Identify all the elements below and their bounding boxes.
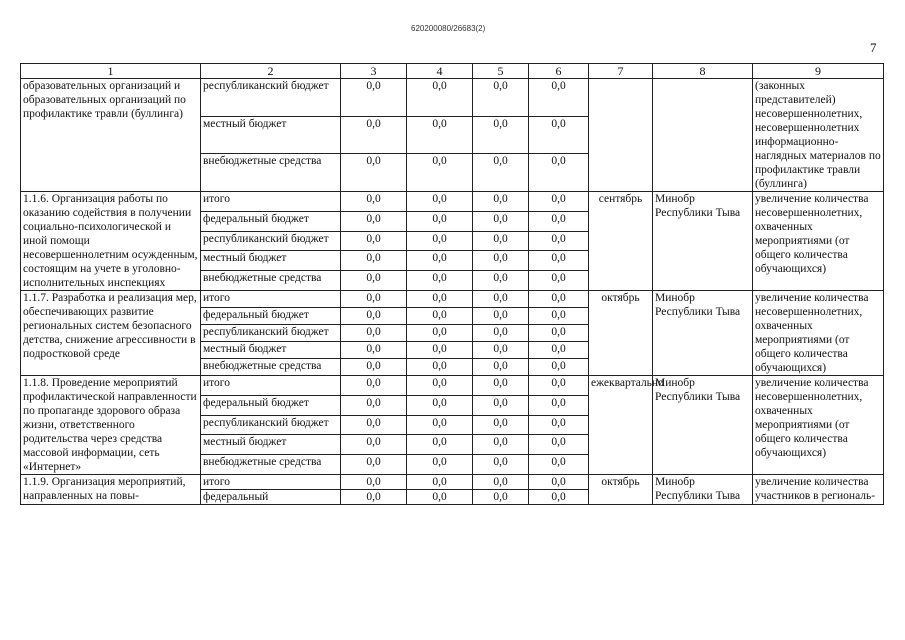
amount-cell: 0,0 xyxy=(407,490,473,505)
amount-cell: 0,0 xyxy=(473,376,529,396)
amount-cell: 0,0 xyxy=(473,251,529,271)
column-header: 3 xyxy=(341,64,407,79)
table-row xyxy=(21,79,884,117)
amount-cell: 0,0 xyxy=(473,154,529,192)
amount-cell: 0,0 xyxy=(529,435,589,455)
column-header: 7 xyxy=(589,64,653,79)
funding-source: местный бюджет xyxy=(201,116,341,154)
amount-cell: 0,0 xyxy=(407,251,473,271)
amount-cell: 0,0 xyxy=(341,231,407,251)
amount-cell: 0,0 xyxy=(473,359,529,376)
amount-cell: 0,0 xyxy=(529,359,589,376)
amount-cell: 0,0 xyxy=(529,325,589,342)
amount-cell: 0,0 xyxy=(341,154,407,192)
amount-cell: 0,0 xyxy=(341,395,407,415)
amount-cell: 0,0 xyxy=(407,359,473,376)
amount-cell: 0,0 xyxy=(407,325,473,342)
expected-result: увеличение количества несовершеннолетних, охваченных мероприятиями (от общего количества обучающихся) xyxy=(753,291,884,376)
amount-cell: 0,0 xyxy=(529,154,589,192)
measure-name: 1.1.6. Организация работы по оказанию содействия в получении социально-психологической и иной помощи несовершеннолетним осужденным, состоящим на учете в уголовно-исполнительных инспекциях xyxy=(21,192,201,291)
amount-cell: 0,0 xyxy=(407,116,473,154)
funding-source: итого xyxy=(201,192,341,212)
responsible: Минобр Республики Тыва xyxy=(653,192,753,291)
page-number: 7 xyxy=(870,40,877,55)
amount-cell: 0,0 xyxy=(529,376,589,396)
amount-cell: 0,0 xyxy=(529,291,589,308)
funding-source: федеральный бюджет xyxy=(201,211,341,231)
amount-cell: 0,0 xyxy=(407,415,473,435)
deadline xyxy=(589,79,653,192)
amount-cell: 0,0 xyxy=(341,79,407,117)
responsible: Минобр Республики Тыва xyxy=(653,291,753,376)
amount-cell: 0,0 xyxy=(473,325,529,342)
funding-source: федеральный бюджет xyxy=(201,308,341,325)
amount-cell: 0,0 xyxy=(473,271,529,291)
measure-name: 1.1.8. Проведение мероприятий профилактической направленности по пропаганде здорового образа жизни, ответственного родительства через средства массовой информации, сеть «Интернет» xyxy=(21,376,201,475)
amount-cell: 0,0 xyxy=(341,325,407,342)
amount-cell: 0,0 xyxy=(341,211,407,231)
amount-cell: 0,0 xyxy=(407,291,473,308)
amount-cell: 0,0 xyxy=(529,475,589,490)
expected-result: (законных представителей) несовершеннолетних, несовершеннолетних информационно-наглядных материалов по профилактике травли (буллинга) xyxy=(753,79,884,192)
column-header: 9 xyxy=(753,64,884,79)
amount-cell: 0,0 xyxy=(473,231,529,251)
expected-result: увеличение количества несовершеннолетних, охваченных мероприятиями (от общего количества обучающихся) xyxy=(753,376,884,475)
measure-name: 1.1.9. Организация мероприятий, направленных на повы- xyxy=(21,475,201,505)
table-row xyxy=(21,291,884,308)
funding-source: республиканский бюджет xyxy=(201,325,341,342)
amount-cell: 0,0 xyxy=(473,211,529,231)
deadline: ежеквартально xyxy=(589,376,653,475)
amount-cell: 0,0 xyxy=(473,291,529,308)
amount-cell: 0,0 xyxy=(529,395,589,415)
column-header: 4 xyxy=(407,64,473,79)
table-row xyxy=(21,475,884,490)
funding-source: внебюджетные средства xyxy=(201,359,341,376)
amount-cell: 0,0 xyxy=(407,271,473,291)
amount-cell: 0,0 xyxy=(529,455,589,475)
expected-result: увеличение количества участников в региональ- xyxy=(753,475,884,505)
amount-cell: 0,0 xyxy=(407,395,473,415)
amount-cell: 0,0 xyxy=(341,435,407,455)
amount-cell: 0,0 xyxy=(473,490,529,505)
amount-cell: 0,0 xyxy=(529,79,589,117)
amount-cell: 0,0 xyxy=(341,475,407,490)
amount-cell: 0,0 xyxy=(341,192,407,212)
amount-cell: 0,0 xyxy=(407,376,473,396)
column-header: 2 xyxy=(201,64,341,79)
column-header: 1 xyxy=(21,64,201,79)
responsible: Минобр Республики Тыва xyxy=(653,376,753,475)
amount-cell: 0,0 xyxy=(407,308,473,325)
responsible xyxy=(653,79,753,192)
amount-cell: 0,0 xyxy=(529,211,589,231)
funding-source: итого xyxy=(201,291,341,308)
amount-cell: 0,0 xyxy=(529,415,589,435)
deadline: сентябрь xyxy=(589,192,653,291)
amount-cell: 0,0 xyxy=(407,435,473,455)
amount-cell: 0,0 xyxy=(529,231,589,251)
amount-cell: 0,0 xyxy=(407,342,473,359)
amount-cell: 0,0 xyxy=(407,455,473,475)
amount-cell: 0,0 xyxy=(341,116,407,154)
amount-cell: 0,0 xyxy=(341,490,407,505)
funding-source: федеральный xyxy=(201,490,341,505)
amount-cell: 0,0 xyxy=(473,342,529,359)
amount-cell: 0,0 xyxy=(473,415,529,435)
amount-cell: 0,0 xyxy=(341,415,407,435)
amount-cell: 0,0 xyxy=(473,435,529,455)
funding-source: местный бюджет xyxy=(201,251,341,271)
expected-result: увеличение количества несовершеннолетних, охваченных мероприятиями (от общего количества обучающихся) xyxy=(753,192,884,291)
amount-cell: 0,0 xyxy=(407,79,473,117)
amount-cell: 0,0 xyxy=(529,116,589,154)
amount-cell: 0,0 xyxy=(341,291,407,308)
amount-cell: 0,0 xyxy=(341,342,407,359)
funding-source: федеральный бюджет xyxy=(201,395,341,415)
amount-cell: 0,0 xyxy=(529,308,589,325)
amount-cell: 0,0 xyxy=(473,455,529,475)
amount-cell: 0,0 xyxy=(341,251,407,271)
funding-source: республиканский бюджет xyxy=(201,79,341,117)
funding-source: итого xyxy=(201,475,341,490)
amount-cell: 0,0 xyxy=(473,79,529,117)
table-row xyxy=(21,376,884,396)
funding-source: внебюджетные средства xyxy=(201,455,341,475)
amount-cell: 0,0 xyxy=(341,271,407,291)
amount-cell: 0,0 xyxy=(473,475,529,490)
amount-cell: 0,0 xyxy=(529,490,589,505)
amount-cell: 0,0 xyxy=(529,271,589,291)
column-header: 6 xyxy=(529,64,589,79)
amount-cell: 0,0 xyxy=(529,342,589,359)
responsible: Минобр Республики Тыва xyxy=(653,475,753,505)
table-row xyxy=(21,192,884,212)
measure-name: 1.1.7. Разработка и реализация мер, обеспечивающих развитие региональных систем безопасного детства, снижение агрессивности в подростковой среде xyxy=(21,291,201,376)
amount-cell: 0,0 xyxy=(473,395,529,415)
funding-source: республиканский бюджет xyxy=(201,231,341,251)
funding-source: местный бюджет xyxy=(201,435,341,455)
document-id: 620200080/26683(2) xyxy=(411,24,486,33)
amount-cell: 0,0 xyxy=(473,308,529,325)
amount-cell: 0,0 xyxy=(407,475,473,490)
column-header: 5 xyxy=(473,64,529,79)
column-header: 8 xyxy=(653,64,753,79)
amount-cell: 0,0 xyxy=(341,376,407,396)
amount-cell: 0,0 xyxy=(407,211,473,231)
amount-cell: 0,0 xyxy=(341,455,407,475)
amount-cell: 0,0 xyxy=(529,192,589,212)
budget-table xyxy=(20,63,884,505)
funding-source: итого xyxy=(201,376,341,396)
funding-source: внебюджетные средства xyxy=(201,271,341,291)
amount-cell: 0,0 xyxy=(407,154,473,192)
amount-cell: 0,0 xyxy=(407,192,473,212)
header-row xyxy=(21,64,884,79)
deadline: октябрь xyxy=(589,475,653,505)
amount-cell: 0,0 xyxy=(341,308,407,325)
amount-cell: 0,0 xyxy=(473,192,529,212)
funding-source: местный бюджет xyxy=(201,342,341,359)
amount-cell: 0,0 xyxy=(529,251,589,271)
measure-name: образовательных организаций и образовательных организаций по профилактике травли (буллинга) xyxy=(21,79,201,192)
funding-source: внебюджетные средства xyxy=(201,154,341,192)
funding-source: республиканский бюджет xyxy=(201,415,341,435)
amount-cell: 0,0 xyxy=(407,231,473,251)
deadline: октябрь xyxy=(589,291,653,376)
amount-cell: 0,0 xyxy=(473,116,529,154)
amount-cell: 0,0 xyxy=(341,359,407,376)
